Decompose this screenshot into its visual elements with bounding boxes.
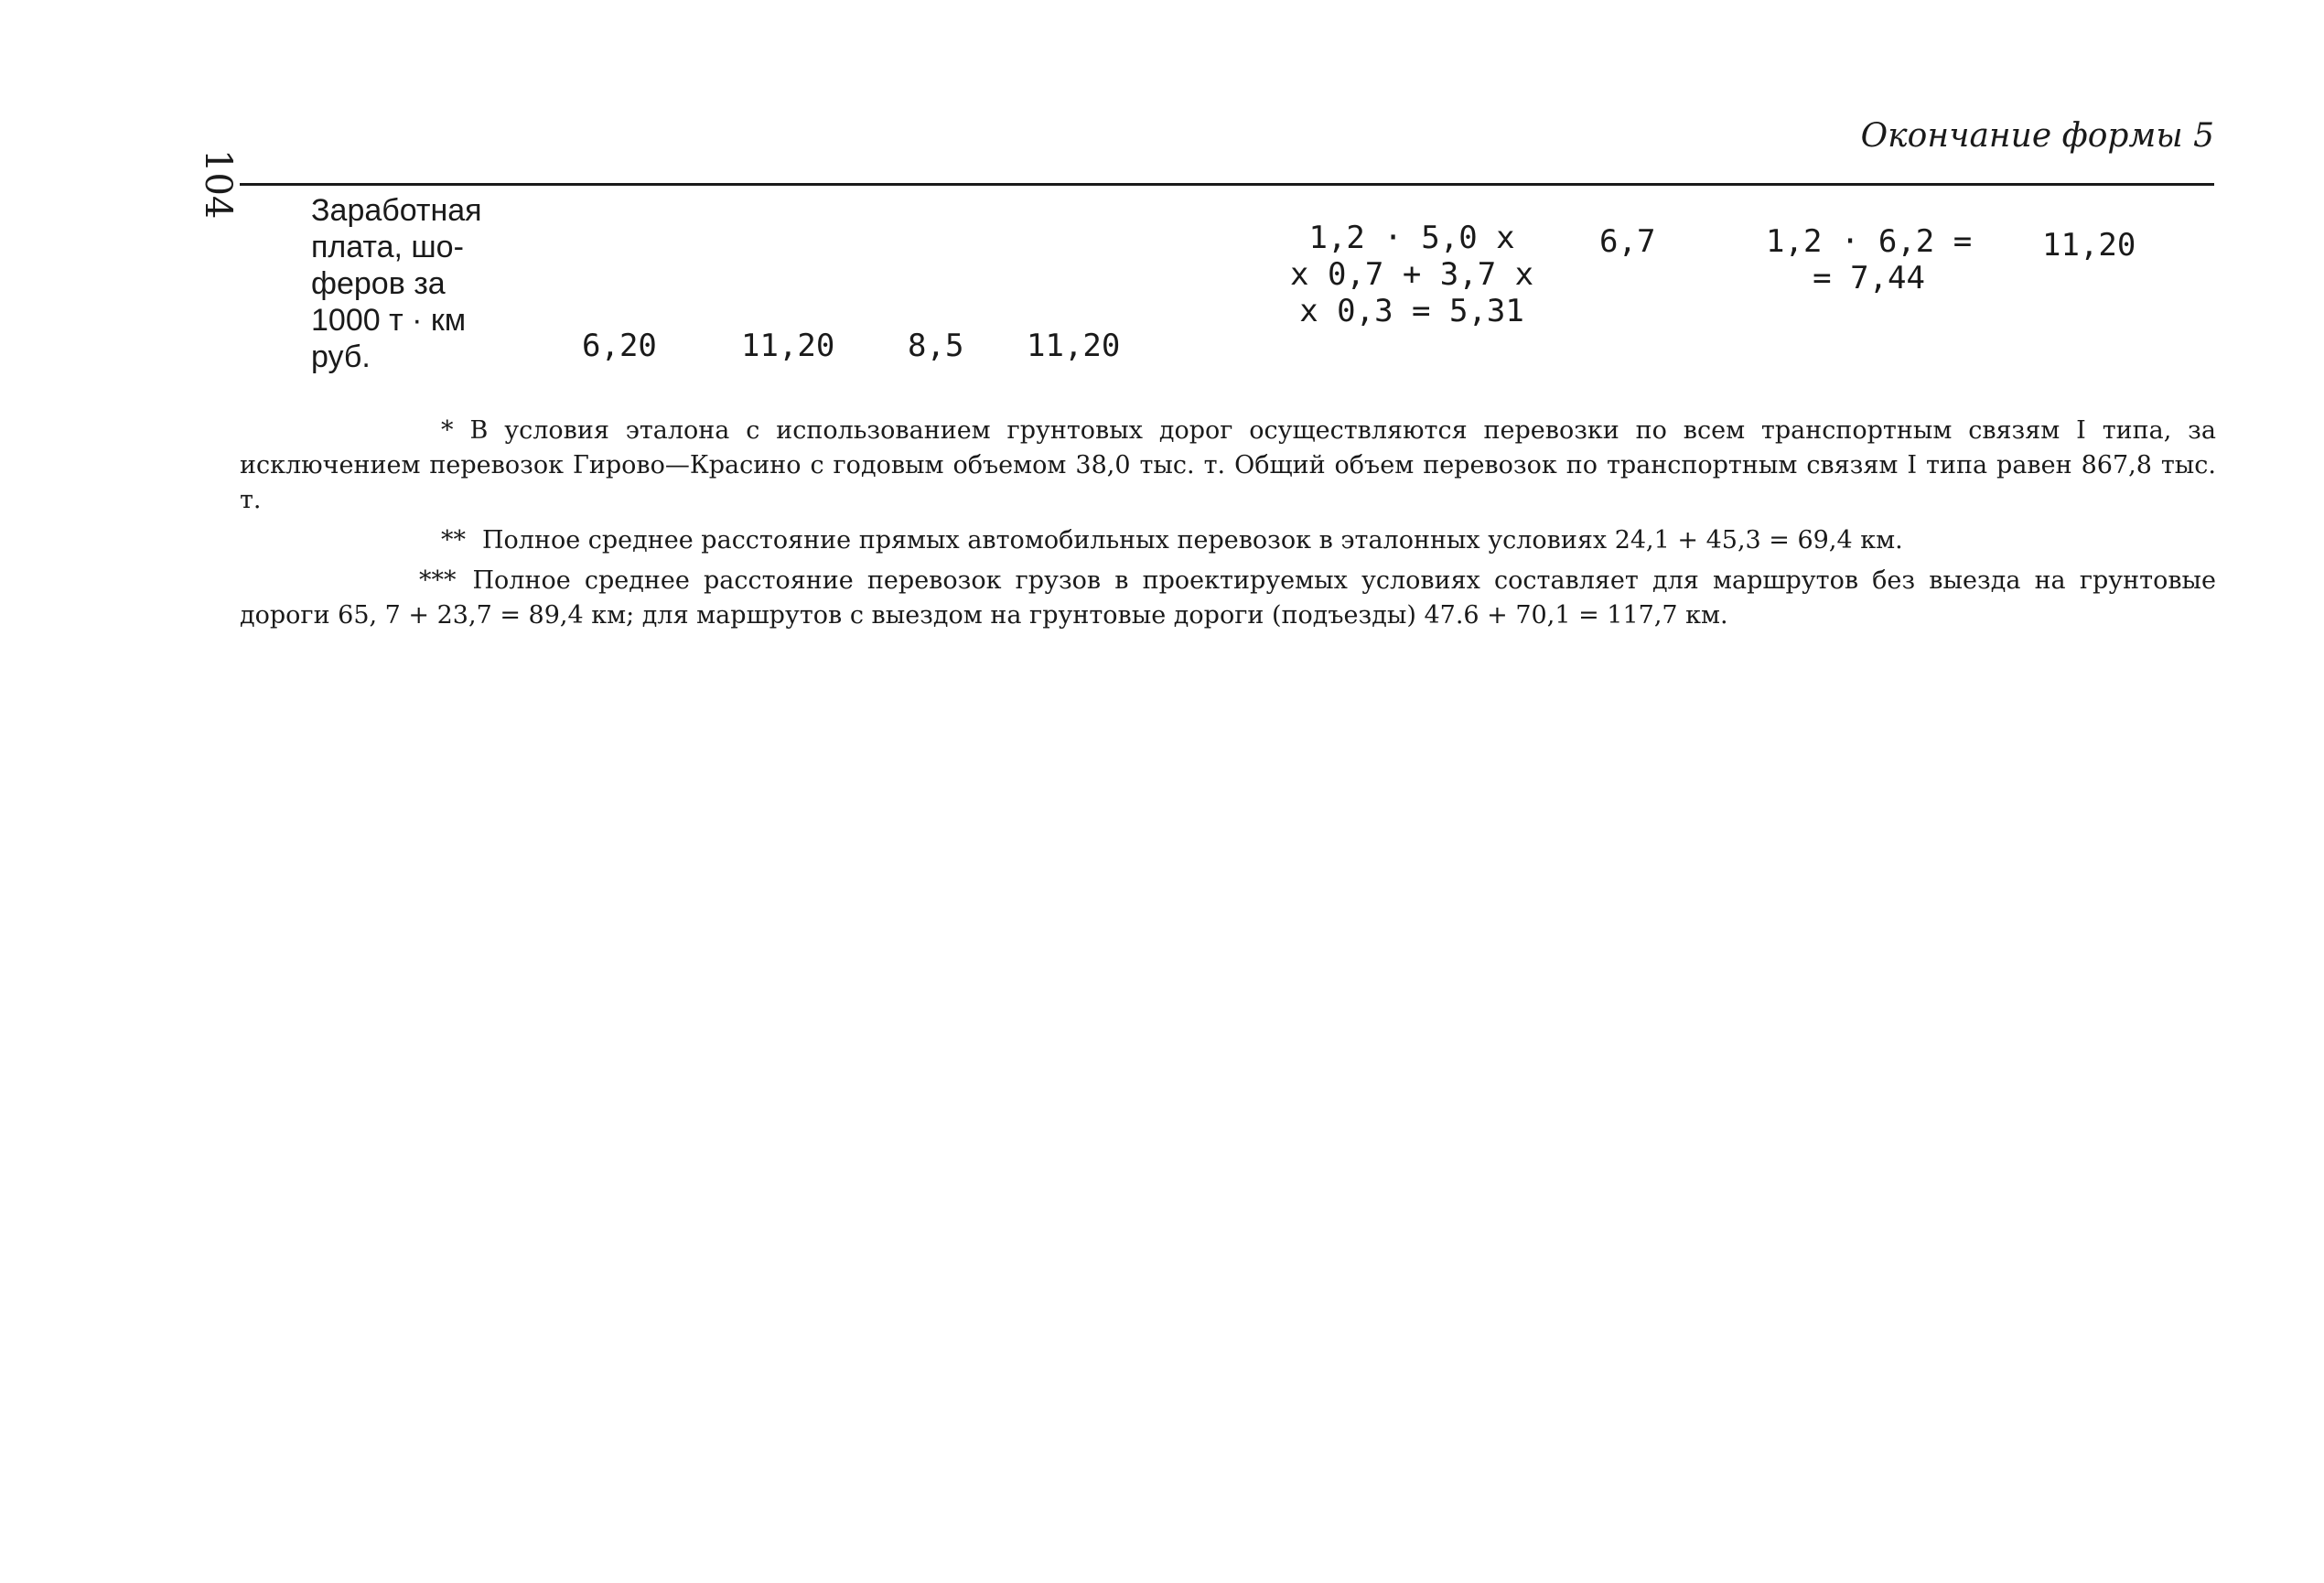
value-cell-1: 6,20 xyxy=(582,328,657,364)
formula-cell-b xyxy=(1766,223,1972,296)
row-label-line: Заработная xyxy=(311,193,482,228)
row-label-line: феров за xyxy=(311,266,446,301)
formula-line: = 7,44 xyxy=(1813,260,1925,296)
row-label-line: руб. xyxy=(311,339,371,374)
footnote-mark: * xyxy=(441,416,454,445)
page-number: 104 xyxy=(197,149,239,220)
formula-line: х 0,7 + 3,7 х xyxy=(1290,256,1534,293)
value-cell-3: 8,5 xyxy=(908,328,964,364)
value-cell-4: 11,20 xyxy=(1027,328,1121,364)
footnote xyxy=(240,414,2216,518)
value-cell-8: 11,20 xyxy=(2042,227,2136,264)
row-label xyxy=(311,192,482,375)
footnote-text: Полное среднее расстояние прямых автомобильных перевозок в эталонных условиях 24,1 + 45,3 = 69,4 км. xyxy=(482,526,1903,555)
footnotes xyxy=(240,414,2216,639)
footnote-text: Полное среднее расстояние перевозок грузов в проектируемых условиях составляет для маршрутов без выезда на грунтовые дороги 65, 7 + 23,7 = 89,4 км; для маршрутов с выездом на грунтовые дороги (подъезды) 47.6 + 70,1 = 117,7 км. xyxy=(240,566,2216,630)
table-row xyxy=(0,0,2324,384)
footnote-mark: ** xyxy=(441,526,466,555)
row-label-line: 1000 т · км xyxy=(311,303,467,338)
footnote xyxy=(240,523,2216,558)
footnote-text: В условия эталона с использованием грунтовых дорог осуществляются перевозки по всем транспортным связям I типа, за исключением перевозок Гирово—Красино с годовым объемом 38,0 тыс. т. Общий объем перевозок по транспортным связям I типа равен 867,8 тыс. т. xyxy=(240,416,2216,514)
value-cell-2: 11,20 xyxy=(741,328,835,364)
value-cell-6: 6,7 xyxy=(1599,223,1656,260)
row-label-line: плата, шо- xyxy=(311,230,464,264)
formula-line: 1,2 · 6,2 = xyxy=(1766,223,1973,260)
footnote xyxy=(240,564,2216,633)
formula-line: 1,2 · 5,0 х xyxy=(1308,220,1515,256)
formula-line: х 0,3 = 5,31 xyxy=(1299,293,1524,329)
footnote-mark: *** xyxy=(419,566,457,595)
form-caption: Окончание формы 5 xyxy=(1860,117,2214,155)
formula-cell-a xyxy=(1290,220,1533,329)
